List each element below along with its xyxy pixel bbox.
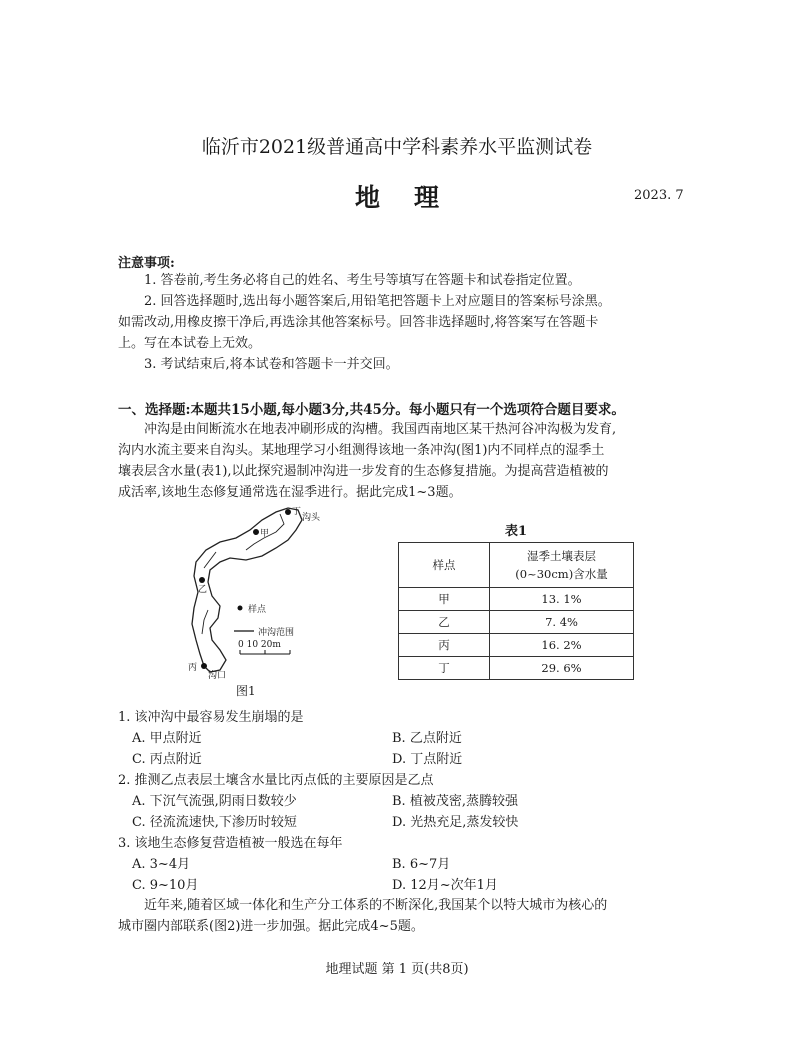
page-footer: 地理试题 第 1 页(共8页) [325, 962, 469, 977]
table-row [399, 657, 634, 680]
question-2-stem: 2. 推测乙点表层土壤含水量比丙点低的主要原因是乙点 [118, 773, 434, 788]
scale-label: 0 10 20m [238, 640, 281, 650]
sample-point-ding [285, 509, 291, 515]
next-intro-line: 近年来,随着区域一体化和生产分工体系的不断深化,我国某个以特大城市为核心的 [144, 898, 608, 913]
table-1-title: 表1 [504, 524, 528, 539]
label-gully-head: 沟头 [302, 513, 321, 523]
table-header-point: 样点 [399, 543, 490, 588]
question-2-option-a: A. 下沉气流强,阴雨日数较少 [132, 794, 297, 809]
table-cell-value: 16. 2% [490, 634, 634, 657]
table-cell-value: 13. 1% [490, 588, 634, 611]
question-2-option-c: C. 径流流速快,下渗历时较短 [132, 815, 297, 830]
table-row [399, 634, 634, 657]
table-header-row [399, 543, 634, 588]
question-1-option-d: D. 丁点附近 [392, 752, 463, 767]
intro-line: 冲沟是由间断流水在地表冲刷形成的沟槽。我国西南地区某干热河谷冲沟极为发育, [144, 422, 617, 437]
exam-date: 2023. 7 [634, 188, 684, 203]
intro-line: 沟内水流主要来自沟头。某地理学习小组测得该地一条冲沟(图1)内不同样点的湿季土 [118, 443, 605, 458]
subject-title: 地理 [354, 183, 473, 212]
question-3-option-d: D. 12月~次年1月 [392, 878, 498, 893]
sample-point-jia [253, 529, 259, 535]
question-2-option-d: D. 光热充足,蒸发较快 [392, 815, 519, 830]
table-header-moisture-line2: (0~30cm)含水量 [515, 567, 608, 581]
section-heading: 一、选择题:本题共15小题,每小题3分,共45分。每小题只有一个选项符合题目要求。 [118, 402, 625, 418]
question-3-option-b: B. 6~7月 [392, 857, 451, 872]
table-1 [398, 542, 634, 680]
question-2-option-b: B. 植被茂密,蒸腾较强 [392, 794, 518, 809]
label-jia: 甲 [260, 529, 270, 539]
question-1-option-a: A. 甲点附近 [132, 731, 202, 746]
question-1-option-b: B. 乙点附近 [392, 731, 462, 746]
table-cell-point: 乙 [399, 611, 490, 634]
table-cell-value: 7. 4% [490, 611, 634, 634]
table-header-moisture [490, 543, 634, 588]
table-row [399, 611, 634, 634]
sample-point-bing [201, 663, 207, 669]
figure-1-map [180, 500, 330, 680]
label-gully-mouth: 沟口 [208, 671, 227, 681]
legend-point-symbol [238, 606, 243, 611]
intro-line: 成活率,该地生态修复通常选在湿季进行。据此完成1~3题。 [118, 485, 462, 500]
question-3-option-a: A. 3~4月 [132, 857, 191, 872]
notice-item: 1. 答卷前,考生务必将自己的姓名、考生号等填写在答题卡和试卷指定位置。 [144, 273, 581, 288]
notice-item: 如需改动,用橡皮擦干净后,再选涂其他答案标号。回答非选择题时,将答案写在答题卡 [118, 315, 599, 330]
legend-point-label: 样点 [248, 605, 267, 615]
table-cell-point: 丁 [399, 657, 490, 680]
table-header-moisture-line1: 湿季土壤表层 [527, 549, 596, 563]
notice-item: 3. 考试结束后,将本试卷和答题卡一并交回。 [144, 357, 399, 372]
question-3-option-c: C. 9~10月 [132, 878, 199, 893]
question-1-stem: 1. 该冲沟中最容易发生崩塌的是 [118, 710, 304, 725]
exam-title: 临沂市2021级普通高中学科素养水平监测试卷 [201, 136, 593, 158]
intro-line: 壤表层含水量(表1),以此探究遏制冲沟进一步发育的生态修复措施。为提高营造植被的 [118, 464, 609, 479]
notice-item: 上。写在本试卷上无效。 [118, 336, 262, 351]
table-cell-point: 甲 [399, 588, 490, 611]
label-ding: 丁 [292, 507, 302, 517]
table-row [399, 588, 634, 611]
notice-item: 2. 回答选择题时,选出每小题答案后,用铅笔把答题卡上对应题目的答案标号涂黑。 [144, 294, 611, 309]
next-intro-line: 城市圈内部联系(图2)进一步加强。据此完成4~5题。 [118, 919, 424, 934]
question-3-stem: 3. 该地生态修复营造植被一般选在每年 [118, 836, 343, 851]
figure-1-caption: 图1 [236, 684, 256, 698]
question-1-option-c: C. 丙点附近 [132, 752, 202, 767]
legend-line-label: 冲沟范围 [258, 628, 295, 638]
table-cell-value: 29. 6% [490, 657, 634, 680]
label-yi: 乙 [198, 585, 208, 595]
notice-heading: 注意事项: [118, 256, 175, 271]
label-bing: 丙 [188, 663, 198, 673]
table-cell-point: 丙 [399, 634, 490, 657]
